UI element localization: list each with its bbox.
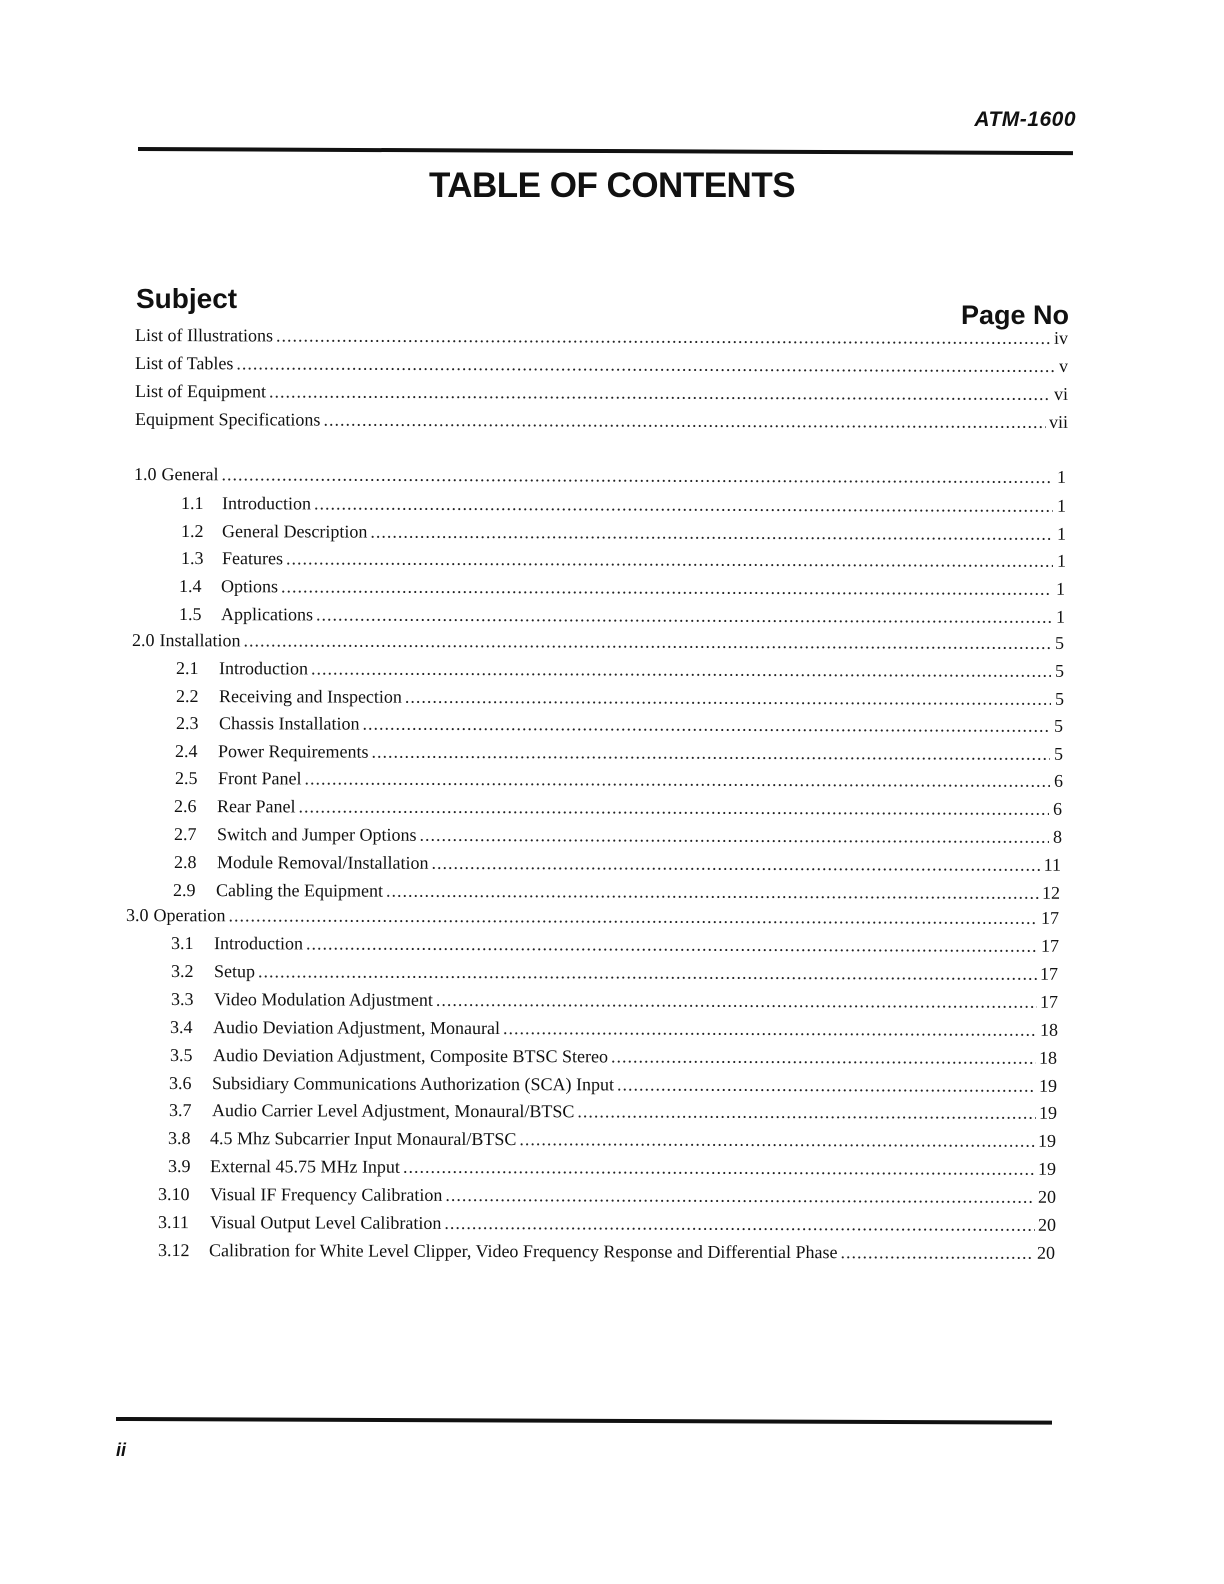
dot-leader [236, 351, 1055, 378]
toc-entry-title: Options [220, 576, 279, 597]
toc-entry-page-number: 19 [1038, 1102, 1058, 1123]
toc-entry-number: 1.0 [133, 464, 157, 485]
toc-entry-page-number: 19 [1037, 1130, 1057, 1151]
toc-entry-title: Calibration for White Level Clipper, Video Frequency Response and Differential Phase [208, 1240, 838, 1263]
toc-entry-number: 2.7 [173, 824, 197, 845]
toc-entry-number: 3.3 [170, 989, 194, 1010]
toc-entry [173, 878, 1060, 905]
toc-entry-page-number: 8 [1052, 826, 1063, 847]
toc-entry-page-number: 5 [1053, 715, 1064, 736]
toc-entry-page-number: 17 [1040, 907, 1060, 928]
dot-leader [298, 794, 1049, 820]
toc-entry-page-number: 6 [1053, 770, 1064, 791]
toc-entry-page-number: 1 [1056, 550, 1067, 571]
toc-entry [135, 323, 1068, 350]
dot-leader [311, 656, 1051, 682]
dot-leader [316, 602, 1052, 628]
toc-entry-page-number: 17 [1040, 935, 1060, 956]
toc-entry-number: 3.9 [167, 1156, 191, 1177]
toc-entry-title: Audio Deviation Adjustment, Monaural [212, 1017, 500, 1039]
page-title: TABLE OF CONTENTS [428, 166, 796, 205]
dot-leader [405, 685, 1051, 711]
toc-entry-page-number: 1 [1056, 523, 1067, 544]
toc-entry-number: 1.4 [178, 576, 202, 597]
toc-entry [168, 1154, 1056, 1181]
toc-entry-page-number: 20 [1037, 1214, 1057, 1235]
toc-entry-page-number: 1 [1055, 606, 1066, 627]
toc-entry-number: 3.4 [169, 1017, 193, 1038]
toc-entry-title: Setup [213, 961, 256, 982]
toc-entry-title: Front Panel [217, 768, 302, 789]
toc-entry-page-number: 17 [1039, 991, 1059, 1012]
toc-entry-number: 1.5 [178, 604, 202, 625]
toc-entry-title: Receiving and Inspection [218, 686, 402, 707]
dot-leader [304, 766, 1050, 792]
dot-leader [403, 1155, 1035, 1181]
toc-entry-number: 1.3 [180, 548, 204, 569]
toc-entry-page-number: vii [1048, 411, 1069, 432]
dot-leader [286, 546, 1053, 572]
toc-entry-number: 3.11 [157, 1212, 189, 1233]
toc-entry-page-number: iv [1053, 327, 1069, 348]
subject-column-heading: Subject [136, 283, 238, 314]
toc-entry-page-number: vi [1053, 383, 1069, 404]
toc-entry [158, 1182, 1056, 1209]
dot-leader [503, 1016, 1037, 1042]
toc-entry-title: Subsidiary Communications Authorization (SCA) Input [211, 1073, 615, 1095]
toc-entry-number: 3.10 [157, 1184, 190, 1205]
page-number-footer: ii [116, 1440, 127, 1460]
toc-entry-title: Audio Carrier Level Adjustment, Monaural/BTSC [211, 1100, 575, 1122]
toc-entry-title: Introduction [221, 493, 312, 514]
toc-entry-page-number: 17 [1039, 963, 1059, 984]
toc-entry-title: Module Removal/Installation [216, 852, 429, 873]
toc-entry-number: 2.8 [173, 852, 197, 873]
dot-leader [323, 408, 1046, 434]
toc-entry [168, 1126, 1056, 1153]
toc-entry-number: 3.7 [168, 1100, 192, 1121]
dot-leader [386, 879, 1039, 905]
toc-entry [176, 711, 1063, 738]
toc-entry [169, 1098, 1057, 1125]
page-number-column-heading: Page No [960, 300, 1069, 330]
dot-leader [445, 1183, 1035, 1209]
toc-entry-title: List of Illustrations [134, 325, 274, 346]
toc-entry-number: 2.0 [131, 630, 155, 651]
toc-entry [181, 519, 1066, 546]
toc-entry-number: 2.1 [175, 658, 199, 679]
toc-entry-number: 1.2 [180, 521, 204, 542]
toc-entry [171, 987, 1058, 1014]
toc-entry [179, 574, 1065, 601]
toc-entry-number: 2.9 [172, 880, 196, 901]
dot-leader [419, 823, 1049, 849]
toc-entry-title: Cabling the Equipment [215, 880, 384, 901]
dot-leader [444, 1211, 1035, 1237]
toc-entry-page-number: 1 [1056, 466, 1067, 487]
dot-leader [436, 988, 1037, 1014]
toc-entry-page-number: 18 [1038, 1047, 1058, 1068]
toc-entry [135, 351, 1068, 378]
dot-leader [841, 1240, 1035, 1265]
toc-entry-page-number: 1 [1056, 495, 1067, 516]
toc-entry-title: List of Tables [134, 353, 234, 374]
toc-entry [175, 766, 1063, 793]
toc-entry [135, 379, 1068, 406]
toc-entry [169, 1071, 1057, 1098]
toc-entry-page-number: 12 [1041, 882, 1061, 903]
toc-entry-number: 3.6 [168, 1073, 192, 1094]
dot-leader [431, 851, 1040, 877]
toc-entry-number: 3.2 [170, 961, 194, 982]
toc-entry [171, 959, 1058, 986]
dot-leader [611, 1044, 1036, 1069]
toc-entry [176, 656, 1064, 683]
toc-entry-page-number: 18 [1039, 1019, 1059, 1040]
dot-leader [269, 379, 1051, 405]
dot-leader [258, 959, 1037, 985]
toc-entry-title: Visual Output Level Calibration [209, 1212, 442, 1233]
toc-entry-page-number: 19 [1037, 1158, 1057, 1179]
toc-entry [135, 407, 1068, 434]
dot-leader [306, 931, 1038, 957]
toc-entry-page-number: 6 [1052, 798, 1063, 819]
dot-leader [617, 1072, 1036, 1097]
toc-entry-page-number: 5 [1054, 660, 1065, 681]
toc-entry-title: 4.5 Mhz Subcarrier Input Monaural/BTSC [209, 1128, 517, 1150]
toc-entry-title: General Description [221, 521, 368, 542]
toc-entry [158, 1238, 1055, 1265]
toc-entry-number: 1.1 [180, 493, 204, 514]
document-code-header: ATM-1600 [974, 108, 1076, 131]
toc-entry [132, 628, 1064, 655]
toc-entry-page-number: 11 [1043, 854, 1062, 875]
toc-entry-title: Chassis Installation [218, 713, 360, 734]
toc-entry [174, 794, 1062, 821]
toc-entry-title: Applications [220, 604, 314, 625]
toc-entry-number: 3.8 [167, 1128, 191, 1149]
toc-entry [174, 822, 1062, 849]
toc-entry-title: Equipment Specifications [134, 409, 321, 430]
dot-leader [221, 462, 1053, 489]
toc-entry-number: 3.12 [157, 1240, 190, 1261]
dot-leader [276, 323, 1051, 349]
toc-entry-title: Introduction [213, 933, 304, 954]
toc-entry [175, 739, 1063, 766]
toc-entry-number: 2.3 [175, 713, 199, 734]
toc-entry-title: Video Modulation Adjustment [213, 989, 433, 1010]
dot-leader [371, 740, 1050, 766]
toc-entry [179, 602, 1065, 629]
dot-leader [362, 712, 1050, 738]
toc-entry [176, 684, 1064, 711]
toc-entry-number: 3.5 [169, 1045, 193, 1066]
toc-entry-page-number: 1 [1055, 578, 1066, 599]
toc-entry [171, 931, 1059, 958]
toc-entry-title: Introduction [218, 658, 309, 679]
toc-entry-number: 2.4 [174, 741, 198, 762]
toc-entry [126, 903, 1059, 930]
toc-entry-title: General [161, 464, 219, 485]
toc-entry-title: List of Equipment [134, 381, 267, 402]
toc-entry [158, 1210, 1056, 1237]
dot-leader [370, 520, 1053, 546]
toc-entry-title: Switch and Jumper Options [216, 824, 417, 845]
toc-entry-title: Installation [159, 630, 241, 651]
toc-entry-title: External 45.75 MHz Input [209, 1156, 400, 1177]
dot-leader [577, 1099, 1036, 1124]
toc-entry [181, 491, 1066, 518]
toc-entry [181, 546, 1066, 573]
toc-entry-number: 3.1 [170, 933, 194, 954]
toc-entry-title: Operation [153, 905, 226, 926]
toc-entry [170, 1015, 1058, 1042]
dot-leader [228, 903, 1038, 930]
toc-entry-title: Rear Panel [216, 796, 296, 817]
toc-entry-number: 2.5 [174, 768, 198, 789]
toc-entry-title: Visual IF Frequency Calibration [209, 1184, 443, 1205]
toc-entry [134, 462, 1066, 489]
toc-entry [170, 1043, 1057, 1070]
toc-entry-title: Audio Deviation Adjustment, Composite BTSC Stereo [212, 1045, 609, 1067]
toc-entry-page-number: 20 [1037, 1186, 1057, 1207]
dot-leader [243, 628, 1051, 655]
dot-leader [281, 574, 1052, 600]
toc-entry-page-number: 5 [1053, 743, 1064, 764]
dot-leader [519, 1127, 1035, 1153]
toc-entry-page-number: 20 [1036, 1242, 1056, 1263]
toc-entry-number: 2.6 [173, 796, 197, 817]
toc-entry-page-number: 5 [1054, 688, 1065, 709]
toc-entry-page-number: 5 [1054, 632, 1065, 653]
toc-entry-title: Power Requirements [217, 741, 369, 762]
toc-entry-page-number: 19 [1038, 1075, 1058, 1096]
toc-entry-title: Features [221, 548, 284, 569]
toc-entry-number: 2.2 [175, 686, 199, 707]
toc-entry-page-number: v [1058, 355, 1069, 376]
toc-entry [174, 850, 1061, 877]
toc-entry-number: 3.0 [125, 905, 149, 926]
dot-leader [314, 491, 1053, 517]
